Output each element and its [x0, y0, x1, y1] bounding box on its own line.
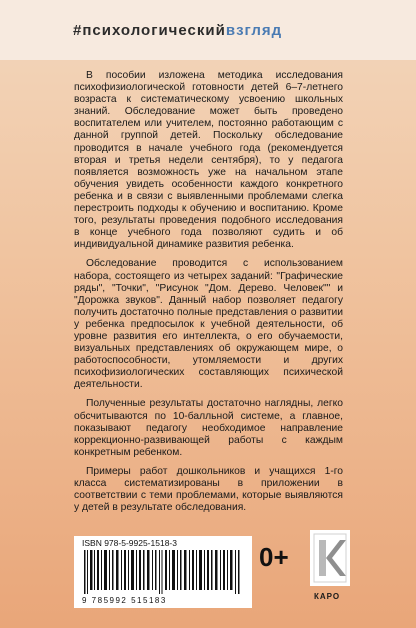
- hashtag-accent: взгляд: [225, 22, 283, 39]
- series-hashtag: [73, 22, 282, 39]
- isbn-barcode-box: [74, 536, 252, 608]
- paragraph-2: Обследование проводится с использованием набора, состоящего из четырех заданий: "Графические ряды", "Точки", "Рисунок "Дом. Дерево. Человек"" и "Дорожка звуков". Данный набор позволяет педагогу получить достаточно полные представления о развитии у ребенка предпосылок к учебной деятельности, об уровне развития его интеллекта, о его обучаемости, визуальных представлениях об окружающем мире, о работоспособности, утомляемости и других психофизиологических составляющих психической деятельности.: [74, 258, 343, 391]
- paragraph-3: Полученные результаты достаточно наглядны, легко обсчитываются по 10-балльной системе, а главное, показывают педагогу необходимое направление коррекционно-развивающей работы с каждым конкретным ребенком.: [74, 398, 343, 458]
- annotation-text: [74, 70, 343, 521]
- paragraph-1: В пособии изложена методика исследования психофизиологической готовности детей 6–7-летнего возраста к систематическому усвоению школьных знаний. Обследование может быть проведено воспитателем или учителем, постоянно работающим с данной группой детей. Поскольку обследование проводится в начале учебного года (рекомендуется вторая и третья недели сентября), то у педагога появляется возможность уже на начальном этапе обучения увидеть особенности каждого конкретного ребенка и в связи с выявленными проблемами слегка перестроить подходы к обучению и воспитанию. Кроме того, результаты проведения подобного исследования в конце учебного года позволяют судить и об индивидуальной динамике развития ребенка.: [74, 70, 343, 251]
- barcode-icon: [82, 550, 242, 594]
- isbn-label: ISBN 978-5-9925-1518-3: [82, 538, 177, 548]
- karo-logo-icon: [310, 530, 350, 586]
- publisher-logo: [306, 530, 354, 608]
- barcode-number: 9 785992 515183: [82, 596, 167, 605]
- publisher-name: КАРО: [314, 592, 341, 601]
- age-rating: 0+: [259, 542, 289, 572]
- paragraph-4: Примеры работ дошкольников и учащихся 1-го класса систематизированы в приложении в соответствии с теми проблемами, которые выявляются у детей в результате обследования.: [74, 465, 343, 514]
- hashtag-main: #психологический: [73, 22, 226, 39]
- header-band: [0, 0, 416, 60]
- footer-area: [74, 530, 354, 610]
